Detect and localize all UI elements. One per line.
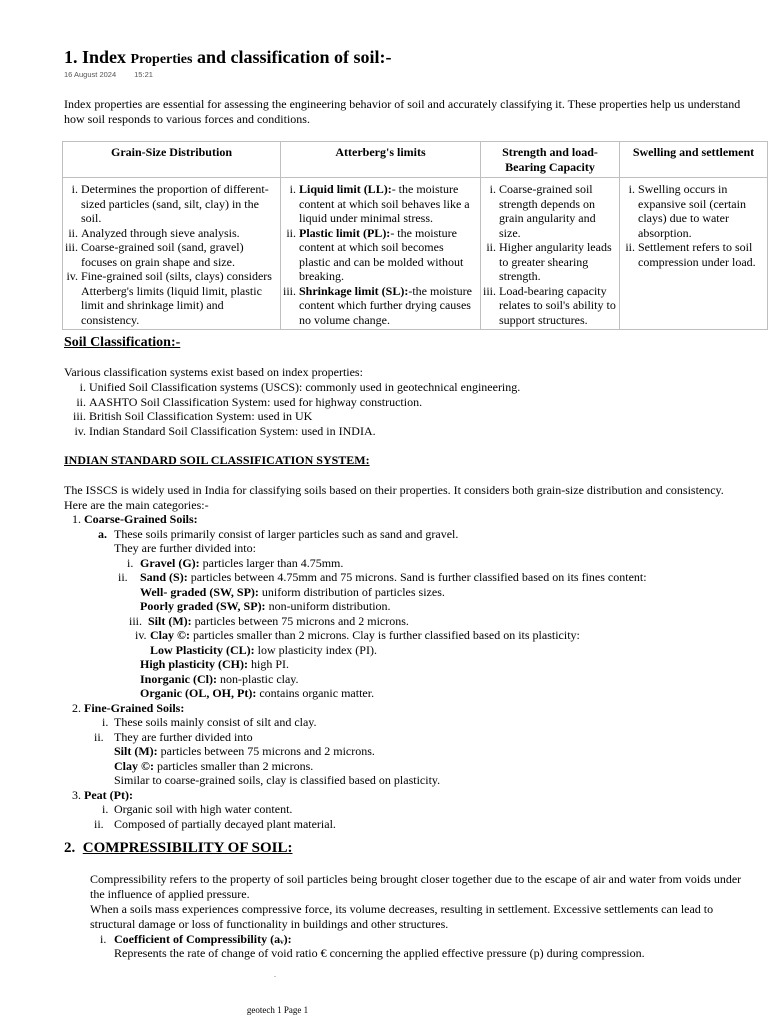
subheading-coefficient: Coefficient of Compressibility (aᵥ): [114, 932, 292, 946]
list-item: iv. Fine-grained soil (silts, clays) considers Atterberg's limits (liquid limit, plastic limit and shrinkage limit) and consistency. [81, 269, 277, 327]
list-item: i. Unified Soil Classification systems (USCS): commonly used in geotechnical engineering. [89, 380, 520, 395]
list-marker: ii. [118, 570, 128, 584]
list-item: iii. British Soil Classification System: used in UK [89, 409, 520, 424]
list-marker: ii. [94, 730, 104, 744]
list-marker: a. [98, 527, 107, 541]
isscs-line: Clay ©: particles smaller than 2 microns. Clay is further classified based on its plasticity: [150, 628, 580, 642]
list-item: iv. Indian Standard Soil Classification System: used in INDIA. [89, 424, 520, 439]
isscs-line: High plasticity (CH): high PI. [140, 657, 290, 671]
timestamp: 16 August 2024 15:21 [64, 70, 153, 79]
list-item: ii. Higher angularity leads to greater shearing strength. [499, 240, 616, 284]
table-header: Swelling and settlement [620, 142, 768, 178]
list-item: ii. AASHTO Soil Classification System: used for highway construction. [89, 395, 520, 410]
isscs-line: Inorganic (Cl): non-plastic clay. [140, 672, 299, 686]
page-footer: geotech 1 Page 1 [246, 1005, 309, 1015]
isscs-line: Sand (S): particles between 4.75mm and 75 microns. Sand is further classified based on its fines content: [140, 570, 647, 584]
isscs-line: Poorly graded (SW, SP): non-uniform distribution. [140, 599, 391, 613]
list-marker: i. [102, 802, 109, 816]
list-item: ii. Settlement refers to soil compression under load. [638, 240, 764, 269]
isscs-line: Silt (M): particles between 75 microns and 2 microns. [148, 614, 409, 628]
list-marker: i. [127, 556, 134, 570]
isscs-line: They are further divided into: [114, 541, 256, 555]
section-heading-soil-classification: Soil Classification:- [64, 335, 181, 350]
isscs-line: These soils primarily consist of larger particles such as sand and gravel. [114, 527, 459, 541]
table-cell [63, 178, 281, 330]
isscs-line: Silt (M): particles between 75 microns and 2 microns. [114, 744, 375, 758]
stray-dot: . [274, 970, 276, 979]
table-cell [281, 178, 481, 330]
list-item: i. Determines the proportion of different-sized particles (sand, silt, clay) in the soil. [81, 182, 277, 226]
list-item: ii. Analyzed through sieve analysis. [81, 226, 277, 241]
isscs-line: Gravel (G): particles larger than 4.75mm. [140, 556, 344, 570]
isscs-line: Coarse-Grained Soils: [84, 512, 198, 526]
list-marker: 3. [72, 788, 81, 802]
isscs-line: Composed of partially decayed plant material. [114, 817, 336, 831]
list-item: i. Swelling occurs in expansive soil (certain clays) due to water absorption. [638, 182, 764, 240]
paragraph: The ISSCS is widely used in India for classifying soils based on their properties. It considers both grain-size distribution and consistency. Here are the main categories:- [64, 483, 724, 512]
paragraph: Represents the rate of change of void ratio € concerning the applied effective pressure (p) during compression. [114, 946, 645, 960]
isscs-line: They are further divided into [114, 730, 253, 744]
list-item: ii. Plastic limit (PL):- the moisture content at which soil becomes plastic and can be molded without breaking. [299, 226, 477, 284]
isscs-line: Peat (Pt): [84, 788, 133, 802]
isscs-line: Fine-Grained Soils: [84, 701, 185, 715]
intro-paragraph: Index properties are essential for assessing the engineering behavior of soil and accurately classifying it. These properties help us understand how soil responds to various forces and conditions. [64, 97, 741, 126]
table-header: Atterberg's limits [281, 142, 481, 178]
isscs-line: Well- graded (SW, SP): uniform distribution of particles sizes. [140, 585, 445, 599]
list-marker: iii. [129, 614, 143, 628]
list-item: iii. Coarse-grained soil (sand, gravel) focuses on grain shape and size. [81, 240, 277, 269]
classification-systems-list [64, 380, 520, 438]
list-marker: i. [102, 715, 109, 729]
list-marker: iv. [135, 628, 147, 642]
index-properties-table [62, 141, 768, 330]
list-item: iii. Load-bearing capacity relates to soil's ability to support structures. [499, 284, 616, 328]
list-marker: 1. [72, 512, 81, 526]
list-item: iii. Shrinkage limit (SL):-the moisture content which further drying causes no volume change. [299, 284, 477, 328]
isscs-line: Clay ©: particles smaller than 2 microns. [114, 759, 314, 773]
isscs-line: Similar to coarse-grained soils, clay is classified based on plasticity. [114, 773, 441, 787]
page-title: 1. Index Properties and classification of soil:- [64, 47, 392, 67]
isscs-line: Organic (OL, OH, Pt): contains organic matter. [140, 686, 375, 700]
section-heading-compressibility: 2. COMPRESSIBILITY OF SOIL: [64, 840, 293, 856]
table-cell [481, 178, 620, 330]
paragraph: Compressibility refers to the property of soil particles being brought closer together due to the escape of air and water from voids under the influence of applied pressure. [90, 872, 742, 901]
paragraph: When a soils mass experiences compressive force, its volume decreases, resulting in settlement. Excessive settlements can lead to structural damage or loss of functionality in buildings and other structures. [90, 902, 714, 931]
list-marker: ii. [94, 817, 104, 831]
table-header: Grain-Size Distribution [63, 142, 281, 178]
isscs-line: Organic soil with high water content. [114, 802, 293, 816]
list-marker: 2. [72, 701, 81, 715]
isscs-line: These soils mainly consist of silt and clay. [114, 715, 317, 729]
table-header: Strength and load-Bearing Capacity [481, 142, 620, 178]
table-cell [620, 178, 768, 330]
list-marker: i. [100, 932, 107, 946]
list-item: i. Liquid limit (LL):- the moisture content at which soil behaves like a liquid under minimal stress. [299, 182, 477, 226]
section-heading-isscs: INDIAN STANDARD SOIL CLASSIFICATION SYSTEM: [64, 453, 370, 467]
isscs-line: Low Plasticity (CL): low plasticity index (PI). [150, 643, 377, 657]
paragraph: Various classification systems exist based on index properties: [64, 365, 363, 379]
list-item: i. Coarse-grained soil strength depends on grain angularity and size. [499, 182, 616, 240]
